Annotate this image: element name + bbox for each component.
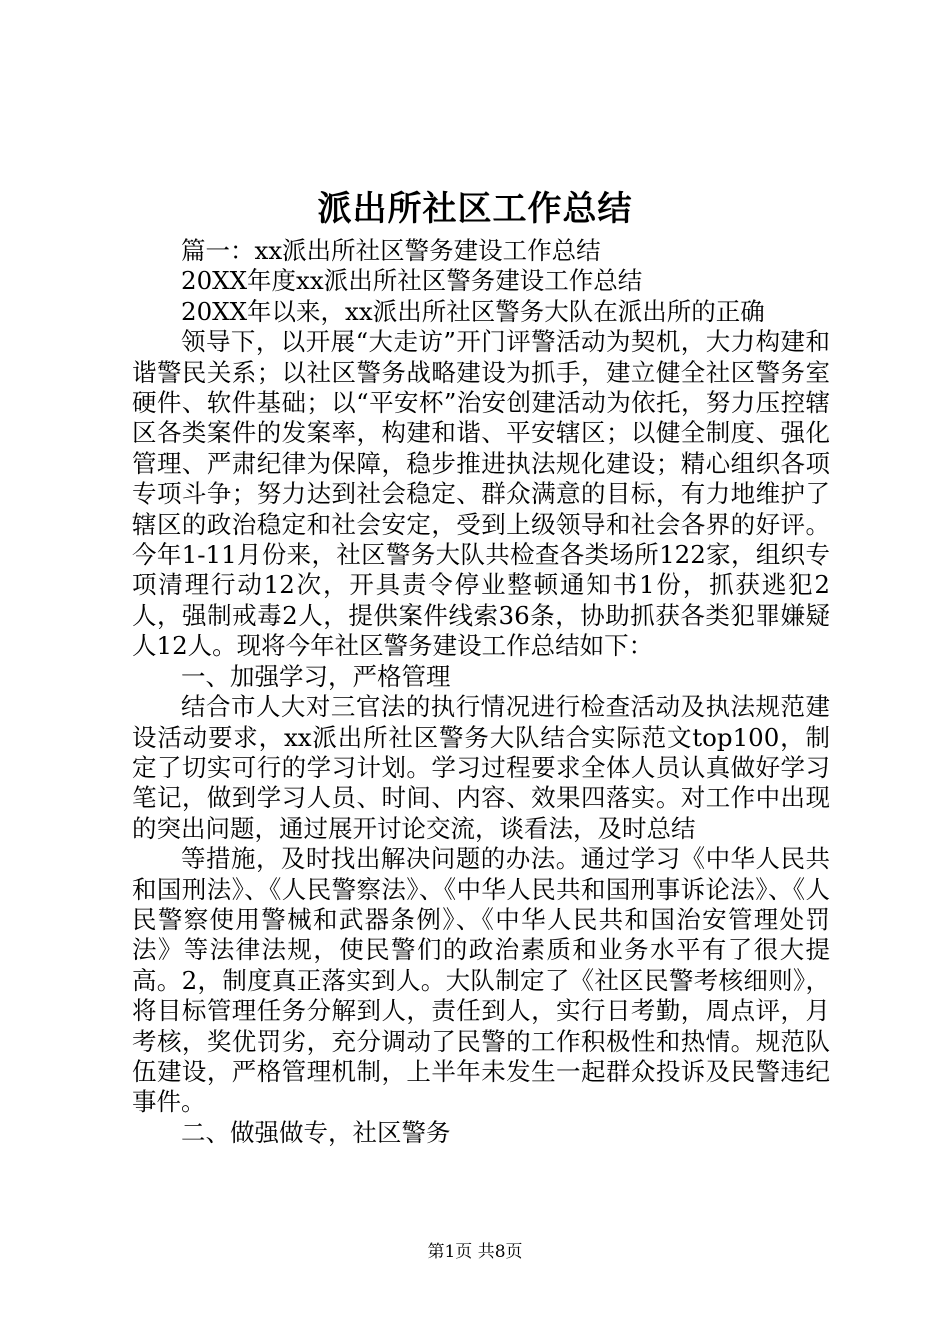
paragraph-overview: 领导下，以开展“大走访”开门评警活动为契机，大力构建和谐警民关系；以社区警务战略建设为抓手，建立健全社区警务室硬件、软件基础；以“平安杯”治安创建活动为依托，努力压控辖区各类案件的发案率，构建和谐、平安辖区；以健全制度、强化管理、严肃纪律为保障，稳步推进执法规化建设；精心组织各项专项斗争；努力达到社会稳定、群众满意的目标，有力地维护了辖区的政治稳定和社会安定，受到上级领导和社会各界的好评。今年1-11月份来，社区警务大队共检查各类场所122家，组织专项清理行动12次，开具责令停业整顿通知书1份，抓获逃犯2人，强制戒毒2人，提供案件线索36条，协助抓获各类犯罪嫌疑人12人。现将今年社区警务建设工作总结如下： bbox=[132, 327, 830, 661]
paragraph-study-plan: 结合市人大对三官法的执行情况进行检查活动及执法规范建设活动要求，xx派出所社区警务大队结合实际范文top100，制定了切实可行的学习计划。学习过程要求全体人员认真做好学习笔记，做到学习人员、时间、内容、效果四落实。对工作中出现的突出问题，通过展开讨论交流，谈看法，及时总结 bbox=[132, 692, 830, 843]
page-number-footer: 第1页 共8页 bbox=[427, 1242, 523, 1262]
paragraph-subtitle: 20XX年度xx派出所社区警务建设工作总结 bbox=[181, 266, 643, 296]
paragraph-heading-part-one: 篇一：xx派出所社区警务建设工作总结 bbox=[181, 236, 601, 265]
section-heading-two: 二、做强做专，社区警务 bbox=[181, 1117, 451, 1147]
paragraph-intro-line: 20XX年以来，xx派出所社区警务大队在派出所的正确 bbox=[181, 296, 765, 326]
section-heading-one: 一、加强学习，严格管理 bbox=[181, 661, 451, 691]
document-body bbox=[132, 236, 830, 1148]
paragraph-measures: 等措施，及时找出解决问题的办法。通过学习《中华人民共和国刑法》、《人民警察法》、《中华人民共和国刑事诉论法》、《人民警察使用警械和武器条例》、《中华人民共和国治安管理处罚法》等法律法规，使民警们的政治素质和业务水平有了很大提高。2，制度真正落实到人。大队制定了《社区民警考核细则》，将目标管理任务分解到人，责任到人，实行日考勤，周点评，月考核，奖优罚劣，充分调动了民警的工作积极性和热情。规范队伍建设，严格管理机制，上半年未发生一起群众投诉及民警违纪事件。 bbox=[132, 844, 830, 1117]
document-title: 派出所社区工作总结 bbox=[317, 189, 633, 229]
